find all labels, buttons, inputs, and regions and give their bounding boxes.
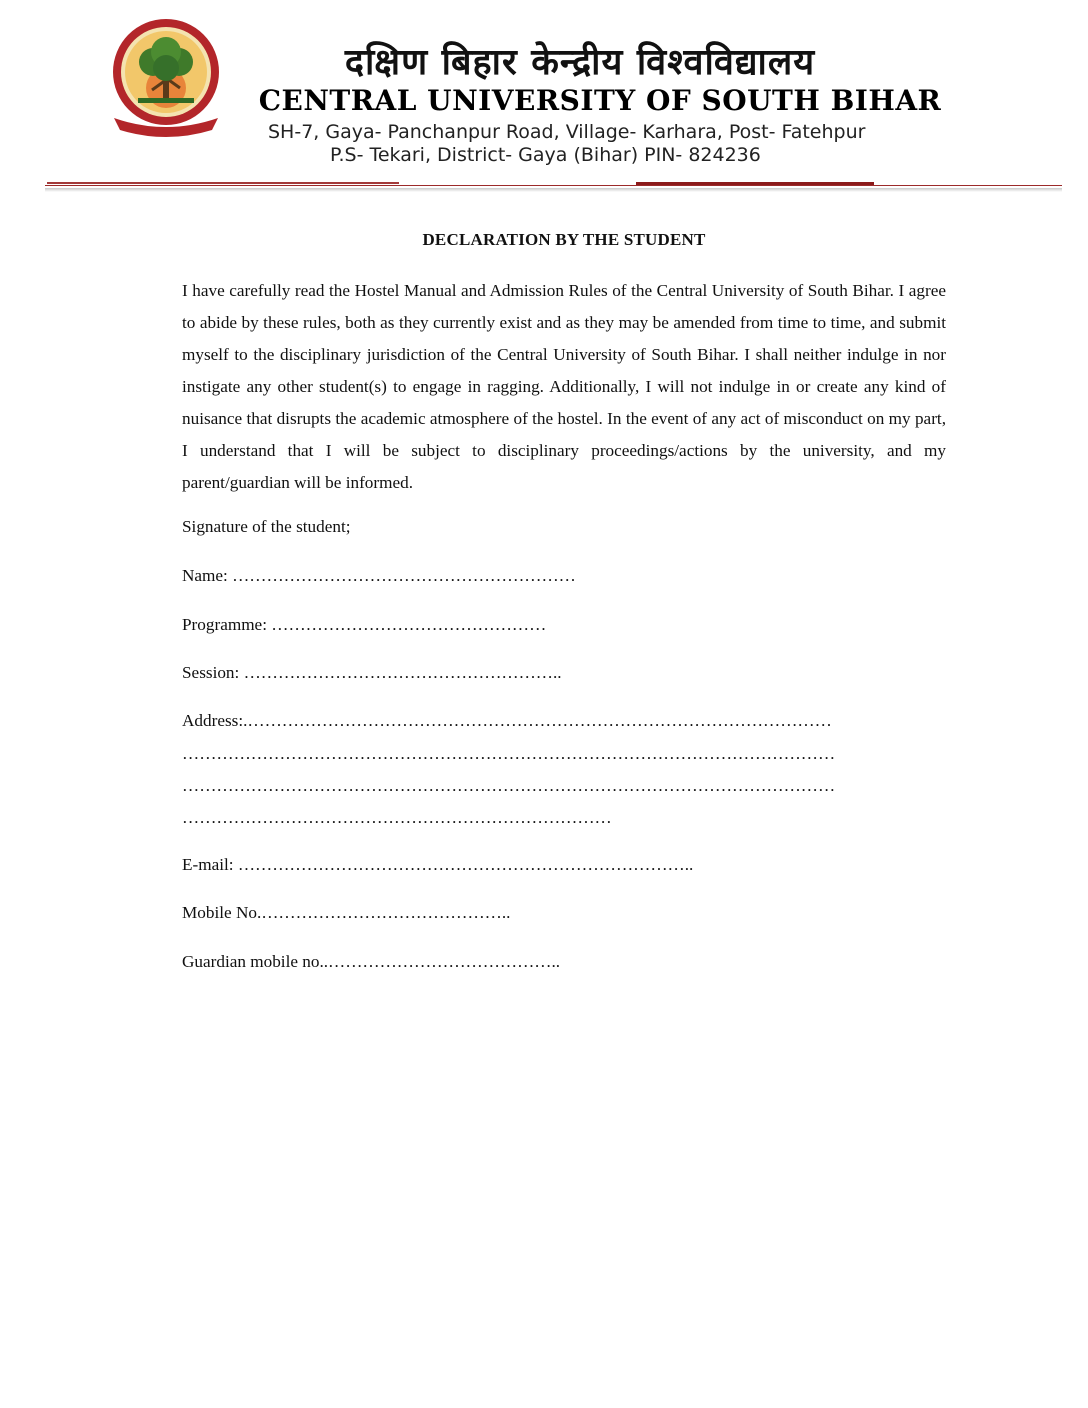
declaration-paragraph: I have carefully read the Hostel Manual and Admission Rules of the Central University of South Bihar. I agree to abide by these rules, both as they currently exist and as they may be amended from time to time, and submit myself to the disciplinary jurisdiction of the Central University of South Bihar. I shall neither indulge in nor instigate any other student(s) to engage in ragging. Additionally, I will not indulge in or create any kind of nuisance that disrupts the academic atmosphere of the hostel. In the event of any act of misconduct on my part, I understand that I will be subject to disciplinary proceedings/actions by the university, and my parent/guardian will be informed. (182, 281, 946, 492)
header-divider-shadow (45, 188, 1062, 192)
university-hindi-title: दक्षिण बिहार केन्द्रीय विश्वविद्यालय (344, 42, 816, 83)
address-field-line-4: ………………………………………………………………… (182, 808, 612, 827)
email-field: E-mail: …………………………………………………………………….. (182, 855, 694, 874)
address-line-2: P.S- Tekari, District- Gaya (Bihar) PIN- 824236 (330, 144, 761, 166)
mobile-field: Mobile No.…………………………………….. (182, 903, 511, 922)
declaration-heading: DECLARATION BY THE STUDENT (422, 230, 706, 249)
programme-field: Programme: ………………………………………… (182, 615, 547, 634)
session-field: Session: ……………………………………………….. (182, 663, 562, 682)
address-field-line-2: …………………………………………………………………………………………………… (182, 744, 836, 763)
name-field: Name: …………………………………………………… (182, 566, 576, 585)
university-english-title: CENTRAL UNIVERSITY OF SOUTH BIHAR (258, 84, 942, 117)
address-field-line-3: …………………………………………………………………………………………………… (182, 776, 836, 795)
signature-label: Signature of the student; (182, 517, 351, 536)
header-accent-rule-left (47, 182, 399, 184)
address-field-line-1: Address:.………………………………………………………………………………………… (182, 711, 832, 730)
university-logo (108, 18, 224, 140)
address-line-1: SH-7, Gaya- Panchanpur Road, Village- Karhara, Post- Fatehpur (268, 121, 866, 143)
header-divider (45, 185, 1062, 186)
guardian-mobile-field: Guardian mobile no..………………………………….. (182, 952, 561, 971)
header-accent-rule-right (636, 182, 874, 185)
